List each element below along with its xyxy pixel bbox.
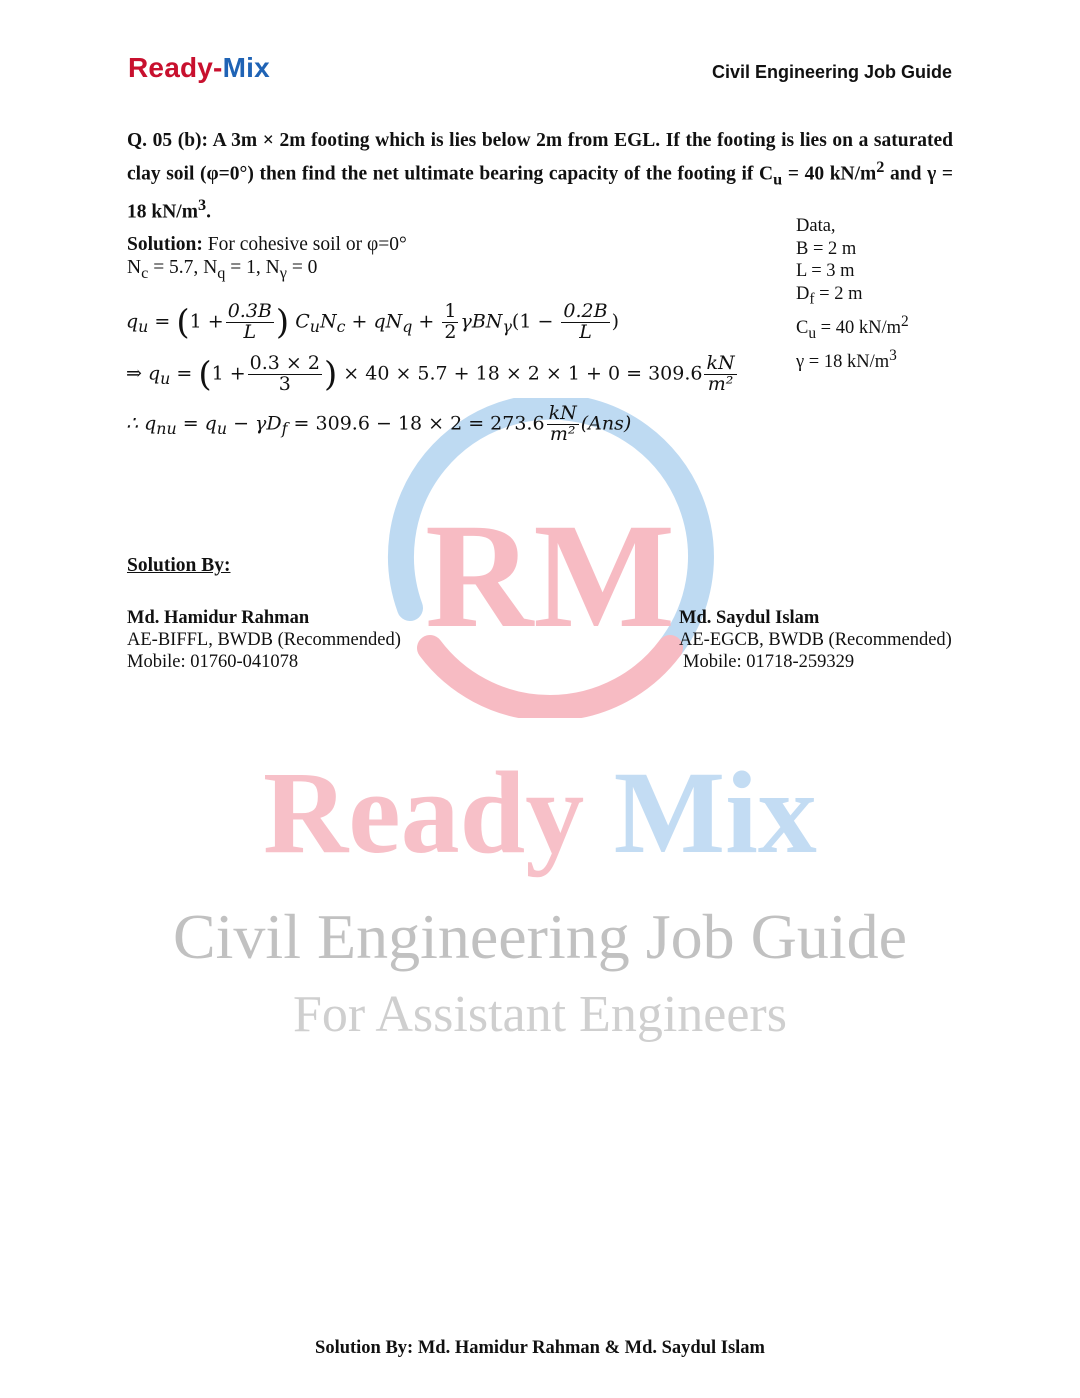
author-hamidur (127, 607, 401, 673)
rm-watermark-logo (370, 398, 730, 718)
data-gamma: γ = 18 $kN/m^3$ (796, 347, 897, 373)
author1-mobile: Mobile: 01760-041078 (127, 652, 299, 672)
data-b: B = 2 m (796, 238, 857, 259)
equation-net-ultimate: ∴ $q_{nu} = q_u - \gamma D_f = 309.6 - 18 \times 2 = 273.6$ $\frac{kN}{\text{m²}}$ (Ans) (126, 402, 632, 445)
data-l: L = 3 m (796, 261, 855, 281)
author2-mobile: Mobile: 01718-259329 (683, 652, 855, 672)
author2-title: AE-EGCB, BWDB (Recommended) (679, 630, 952, 650)
bearing-coefficients: $N_c = 5.7$, $N_q = 1$, $N_\gamma = 0$ (127, 257, 318, 282)
footer-credit: Solution By: Md. Hamidur Rahman & Md. Saydul Islam (315, 1338, 765, 1358)
logo-letters: RM (425, 493, 675, 659)
given-data (796, 215, 909, 374)
solution-by-heading: Solution By: (127, 555, 231, 576)
author2-name: Md. Saydul Islam (679, 608, 820, 628)
data-title: Data, (796, 216, 836, 236)
watermark-assistant-engineers: For Assistant Engineers (293, 986, 787, 1043)
author-saydul (679, 607, 952, 673)
header-title: Civil Engineering Job Guide (711, 62, 952, 82)
watermark-ready-mix: Ready Mix (263, 747, 817, 878)
equation-qu-substitution: ⇒ $q_u = (1$ + $\frac{0.3 \times 2}{3}$ ) × 40 × 5.7 + 18 × 2 × 1 + 0 = 309.6 $\frac{kN}{\text{m²}}$ (126, 352, 735, 395)
data-df: $D_f = 2$ m (796, 283, 863, 308)
question-text: Q. 05 (b): A 3m × 2m footing which is lies below 2m from EGL. If the footing is lies on a saturated clay soil (φ=0°) then find the net ultimate bearing capacity of the footing if $C_u = 40$ $kN/m^2$ and γ = 18 $kN/m^3$. (127, 130, 953, 223)
author1-name: Md. Hamidur Rahman (127, 608, 310, 628)
solution-heading: Solution: For cohesive soil or φ=0° (127, 234, 407, 255)
author1-title: AE-BIFFL, BWDB (Recommended) (127, 630, 401, 650)
watermark-job-guide: Civil Engineering Job Guide (172, 901, 908, 972)
data-cu: $C_u = 40$ $kN/m^2$ (796, 312, 909, 342)
equation-bearing-capacity: $q_u = (1$ + $\frac{0.3B}{L}$ ) $C_uN_c + qN_q$ + $\frac{1}{2}$ γBN$_\gamma$(1 − $\frac{0.2B}{L}$ ) (126, 300, 620, 343)
brand-logo-text: Ready-Mix (128, 52, 270, 83)
